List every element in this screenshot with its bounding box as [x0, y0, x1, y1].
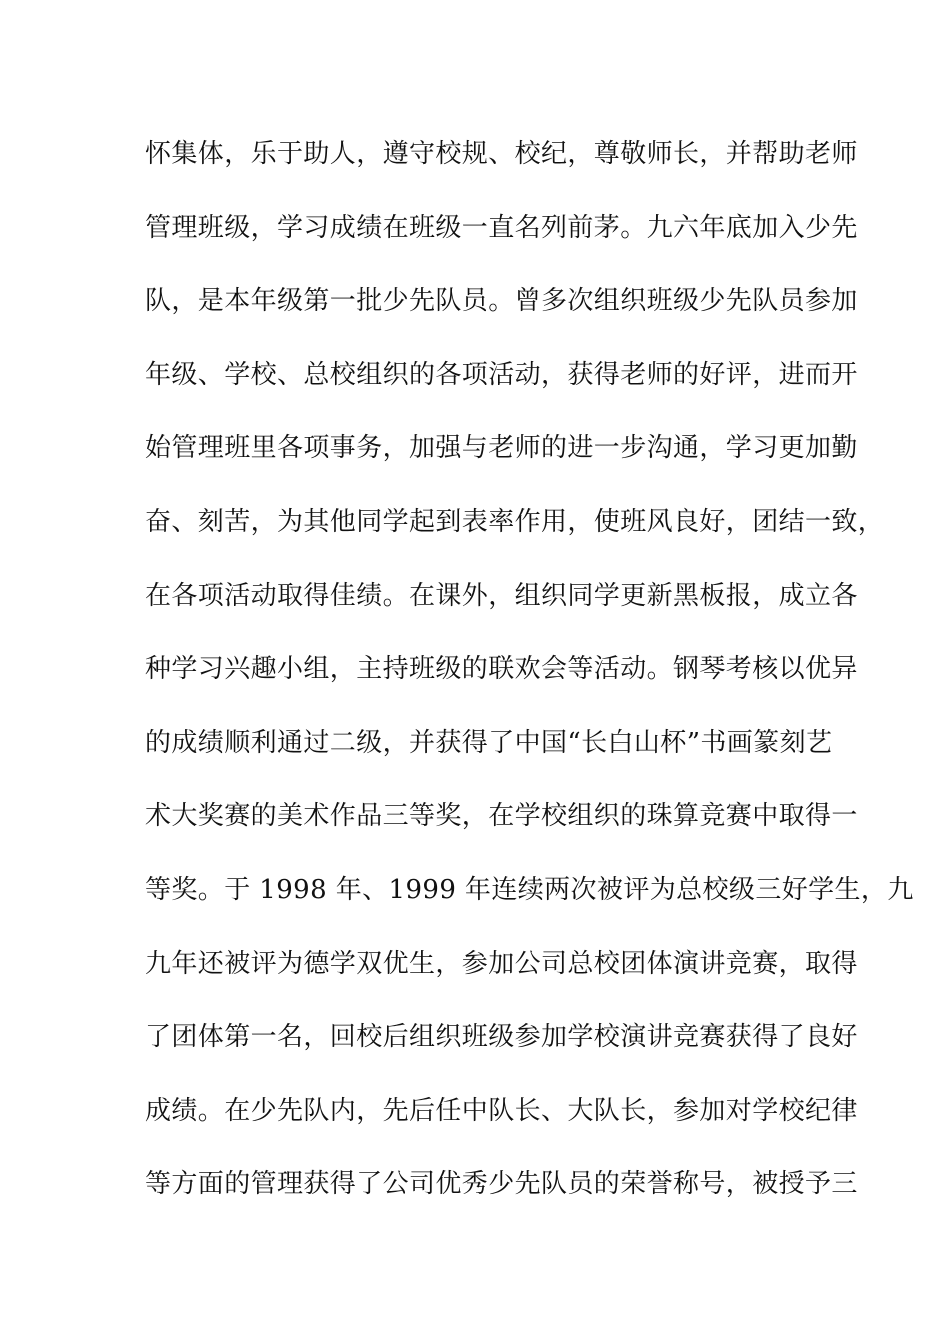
text-line: 怀集体，乐于助人，遵守校规、校纪，尊敬师长，并帮助老师 [145, 139, 858, 169]
text-line: 等奖。于 1998 年、1999 年连续两次被评为总校级三好学生，九 [145, 874, 914, 905]
body-text [145, 124, 914, 1228]
text-line: 管理班级，学习成绩在班级一直名列前茅。九六年底加入少先 [145, 212, 858, 243]
text-line: 九年还被评为德学双优生，参加公司总校团体演讲竞赛，取得 [145, 948, 858, 979]
text-line: 的成绩顺利通过二级，并获得了中国“长白山杯”书画篆刻艺 [145, 727, 833, 758]
text-line: 术大奖赛的美术作品三等奖，在学校组织的珠算竞赛中取得一 [145, 801, 858, 832]
text-line: 年级、学校、总校组织的各项活动，获得老师的好评，进而开 [145, 359, 858, 390]
text-line: 在各项活动取得佳绩。在课外，组织同学更新黑板报，成立各 [145, 580, 858, 611]
text-line: 等方面的管理获得了公司优秀少先队员的荣誉称号，被授予三 [145, 1169, 858, 1200]
text-line: 队，是本年级第一批少先队员。曾多次组织班级少先队员参加 [145, 286, 858, 317]
text-line: 始管理班里各项事务，加强与老师的进一步沟通，学习更加勤 [145, 433, 858, 464]
text-line: 奋、刻苦，为其他同学起到表率作用，使班风良好，团结一致， [145, 506, 885, 537]
text-line: 种学习兴趣小组，主持班级的联欢会等活动。钢琴考核以优异 [145, 654, 858, 685]
text-line: 了团体第一名，回校后组织班级参加学校演讲竞赛获得了良好 [145, 1022, 858, 1053]
text-line: 成绩。在少先队内，先后任中队长、大队长，参加对学校纪律 [145, 1095, 858, 1126]
